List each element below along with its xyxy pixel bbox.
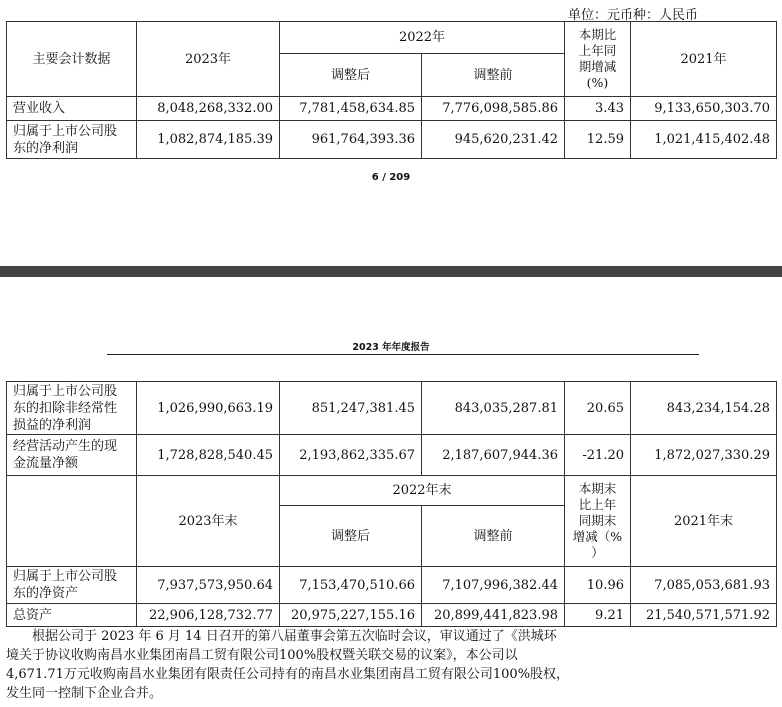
row-label: 经营活动产生的现 金流量净额 <box>7 435 137 476</box>
row-label: 归属于上市公司股 东的净资产 <box>7 567 137 604</box>
header-adjusted-before: 调整前 <box>422 54 565 97</box>
header-2022: 2022年 <box>280 22 565 54</box>
cell-adjusted-before: 945,620,231.42 <box>422 121 565 159</box>
cell-2023: 22,906,128,732.77 <box>137 604 280 627</box>
cell-change: -21.20 <box>565 435 631 476</box>
footnote-line: 境关于协议收购南昌水业集团南昌工贸有限公司100%股权暨关联交易的议案》，本公司以 <box>6 648 518 663</box>
cell-2023: 1,728,828,540.45 <box>137 435 280 476</box>
table-row <box>7 382 777 435</box>
cell-adjusted-after: 7,153,470,510.66 <box>280 567 422 604</box>
header-rule <box>107 354 699 355</box>
table-row <box>7 567 777 604</box>
cell-change: 12.59 <box>565 121 631 159</box>
cell-adjusted-before: 20,899,441,823.98 <box>422 604 565 627</box>
cell-adjusted-before: 2,187,607,944.36 <box>422 435 565 476</box>
row-label: 营业收入 <box>7 97 137 121</box>
cell-2021: 1,021,415,402.48 <box>631 121 777 159</box>
cell-2021: 1,872,027,330.29 <box>631 435 777 476</box>
header-2021-end: 2021年末 <box>631 476 777 567</box>
key-accounting-data-table-continued <box>6 381 777 627</box>
cell-change: 9.21 <box>565 604 631 627</box>
header-2023: 2023年 <box>137 22 280 97</box>
footnote-line: 根据公司于 2023 年 6 月 14 日召开的第八届董事会第五次临时会议，审议通过了《洪城环 <box>6 629 557 644</box>
cell-adjusted-after: 7,781,458,634.85 <box>280 97 422 121</box>
cell-2021: 7,085,053,681.93 <box>631 567 777 604</box>
table-row <box>7 604 777 627</box>
row-label: 归属于上市公司股 东的净利润 <box>7 121 137 159</box>
cell-2023: 7,937,573,950.64 <box>137 567 280 604</box>
cell-adjusted-after: 20,975,227,155.16 <box>280 604 422 627</box>
unit-note: 单位：元币种：人民币 <box>567 8 698 23</box>
cell-adjusted-after: 961,764,393.36 <box>280 121 422 159</box>
cell-2021: 843,234,154.28 <box>631 382 777 435</box>
header-item-blank <box>7 476 137 567</box>
header-adjusted-after: 调整后 <box>280 54 422 97</box>
cell-2023: 1,026,990,663.19 <box>137 382 280 435</box>
cell-change: 20.65 <box>565 382 631 435</box>
report-title: 2023 年年度报告 <box>352 342 430 353</box>
cell-change: 3.43 <box>565 97 631 121</box>
cell-2021: 21,540,571,571.92 <box>631 604 777 627</box>
page-number: 6 / 209 <box>371 172 411 183</box>
cell-2023: 1,082,874,185.39 <box>137 121 280 159</box>
header-2022-end: 2022年末 <box>280 476 565 506</box>
header-change: 本期比 上年同 期增减 (%) <box>565 22 631 97</box>
page-break-band <box>0 266 782 277</box>
key-accounting-data-table <box>6 21 777 159</box>
cell-adjusted-after: 2,193,862,335.67 <box>280 435 422 476</box>
header-adjusted-after: 调整后 <box>280 506 422 567</box>
header-2023-end: 2023年末 <box>137 476 280 567</box>
footnote-paragraph <box>6 627 696 703</box>
cell-2021: 9,133,650,303.70 <box>631 97 777 121</box>
cell-adjusted-before: 843,035,287.81 <box>422 382 565 435</box>
row-label: 归属于上市公司股 东的扣除非经常性 损益的净利润 <box>7 382 137 435</box>
table-row <box>7 435 777 476</box>
header-2021: 2021年 <box>631 22 777 97</box>
cell-change: 10.96 <box>565 567 631 604</box>
header-adjusted-before: 调整前 <box>422 506 565 567</box>
table-row <box>7 121 777 159</box>
cell-adjusted-before: 7,776,098,585.86 <box>422 97 565 121</box>
cell-adjusted-after: 851,247,381.45 <box>280 382 422 435</box>
header-item: 主要会计数据 <box>7 22 137 97</box>
footnote-line: 4,671.71万元收购南昌水业集团有限责任公司持有的南昌水业集团南昌工贸有限公司100%股权， <box>6 667 570 682</box>
table-row <box>7 97 777 121</box>
cell-2023: 8,048,268,332.00 <box>137 97 280 121</box>
footnote-line: 发生同一控制下企业合并。 <box>6 686 163 701</box>
cell-adjusted-before: 7,107,996,382.44 <box>422 567 565 604</box>
row-label: 总资产 <box>7 604 137 627</box>
header-change-end: 本期末 比上年 同期末 增减（% ） <box>565 476 631 567</box>
